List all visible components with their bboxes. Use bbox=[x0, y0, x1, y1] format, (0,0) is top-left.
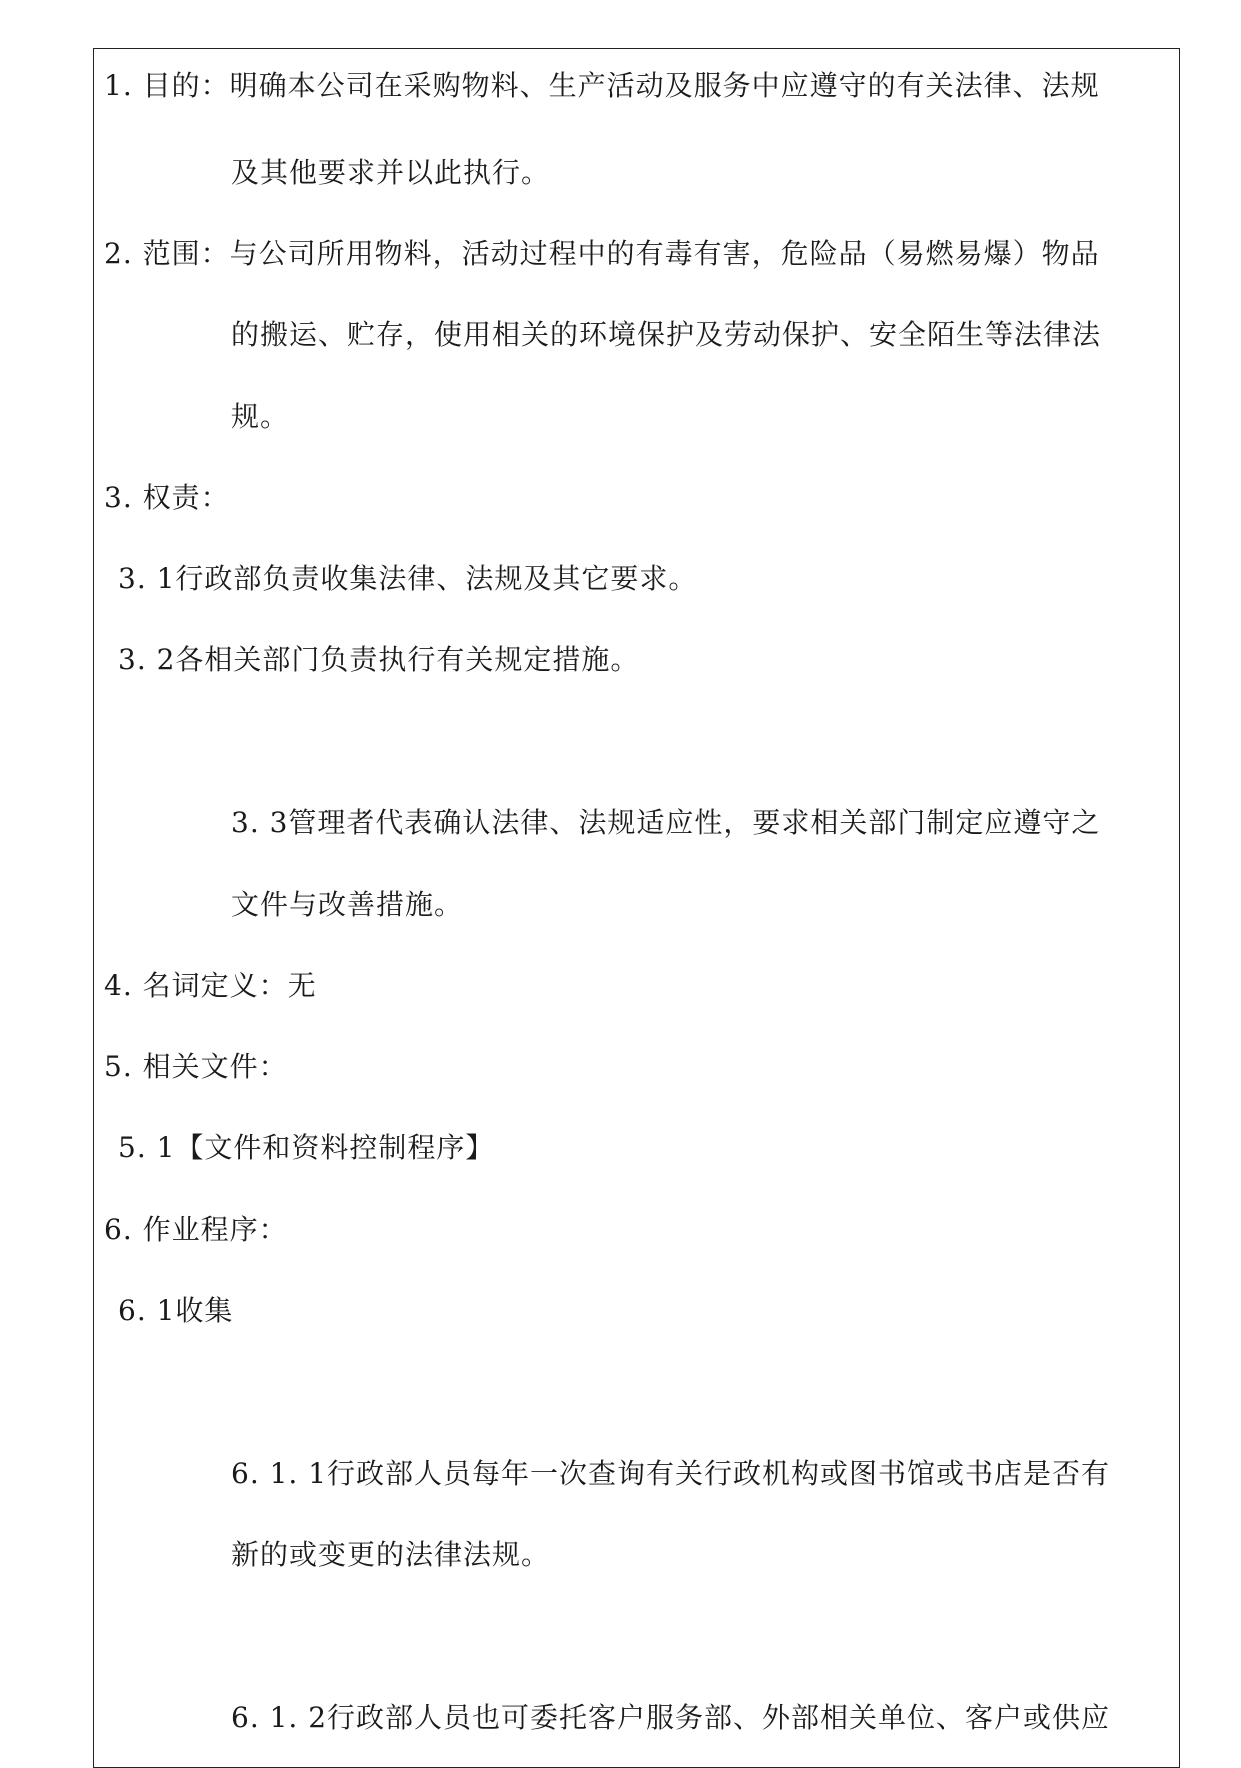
definitions-line: 4. 名词定义：无 bbox=[104, 969, 317, 1002]
responsibility-3-1: 3. 1行政部负责收集法律、法规及其它要求。 bbox=[118, 562, 698, 595]
responsibility-heading: 3. 权责： bbox=[104, 481, 230, 514]
related-docs-heading: 5. 相关文件： bbox=[104, 1050, 288, 1083]
procedure-6-1-1-line-2: 新的或变更的法律法规。 bbox=[231, 1538, 551, 1571]
scope-line-3: 规。 bbox=[231, 400, 290, 433]
purpose-line-1: 1. 目的：明确本公司在采购物料、生产活动及服务中应遵守的有关法律、法规 bbox=[104, 69, 1100, 102]
procedure-6-1: 6. 1收集 bbox=[118, 1294, 234, 1327]
responsibility-3-3-line-2: 文件与改善措施。 bbox=[231, 888, 464, 921]
responsibility-3-3-line-1: 3. 3管理者代表确认法律、法规适应性，要求相关部门制定应遵守之 bbox=[231, 806, 1101, 839]
responsibility-3-2: 3. 2各相关部门负责执行有关规定措施。 bbox=[118, 643, 640, 676]
procedure-heading: 6. 作业程序： bbox=[104, 1213, 288, 1246]
related-doc-5-1: 5. 1【文件和资料控制程序】 bbox=[118, 1131, 495, 1164]
purpose-line-2: 及其他要求并以此执行。 bbox=[231, 156, 551, 189]
procedure-6-1-2-line-1: 6. 1. 2行政部人员也可委托客户服务部、外部相关单位、客户或供应 bbox=[231, 1701, 1111, 1734]
scope-line-1: 2. 范围：与公司所用物料，活动过程中的有毒有害，危险品（易燃易爆）物品 bbox=[104, 237, 1100, 270]
scope-line-2: 的搬运、贮存，使用相关的环境保护及劳动保护、安全陌生等法律法 bbox=[231, 318, 1102, 351]
procedure-6-1-1-line-1: 6. 1. 1行政部人员每年一次查询有关行政机构或图书馆或书店是否有 bbox=[231, 1457, 1111, 1490]
